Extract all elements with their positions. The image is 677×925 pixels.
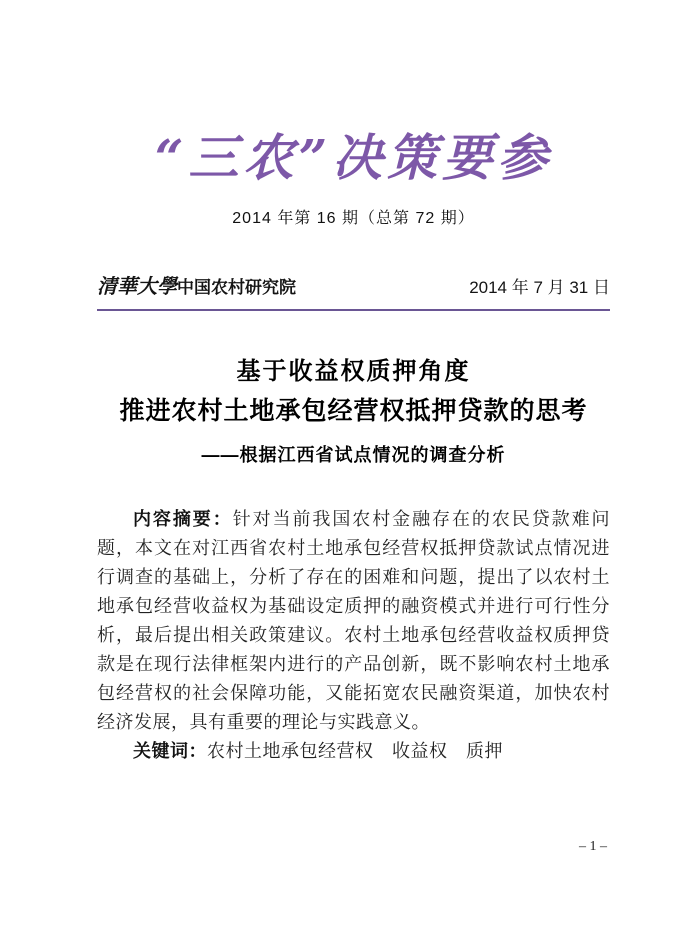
publisher-name	[97, 270, 296, 299]
issue-line: 2014 年第 16 期（总第 72 期）	[232, 210, 475, 227]
page-number: – 1 –	[579, 839, 607, 854]
abstract-text: 针对当前我国农村金融存在的农民贷款难问题，本文在对江西省农村土地承包经营权抵押贷款试点情况进行调查的基础上，分析了存在的困难和问题，提出了以农村土地承包经营收益权为基础设定质押的融资模式并进行可行性分析，最后提出相关政策建议。农村土地承包经营收益权质押贷款是在现行法律框架内进行的产品创新，既不影响农村土地承包经营权的社会保障功能，又能拓宽农民融资渠道，加快农村经济发展，具有重要的理论与实践意义。	[97, 509, 611, 732]
keywords-text: 农村土地承包经营权 收益权 质押	[207, 741, 503, 761]
masthead-title: “三农”决策要参	[154, 128, 553, 187]
abstract-paragraph	[97, 505, 610, 737]
university-logotype: 清華大學	[97, 274, 177, 298]
divider-rule	[97, 309, 610, 311]
institute-name: 中国农村研究院	[177, 278, 296, 297]
abstract-label: 内容摘要：	[133, 509, 233, 529]
publication-date: 2014 年 7 月 31 日	[469, 278, 610, 297]
article-title-line1: 基于收益权质押角度	[236, 358, 471, 385]
keywords-label: 关键词：	[133, 741, 207, 761]
publisher-row	[97, 270, 610, 299]
article-title-line2: 推进农村土地承包经营权抵押贷款的思考	[119, 397, 588, 425]
article-subtitle: ——根据江西省试点情况的调查分析	[201, 445, 506, 465]
keywords-line	[97, 737, 610, 766]
